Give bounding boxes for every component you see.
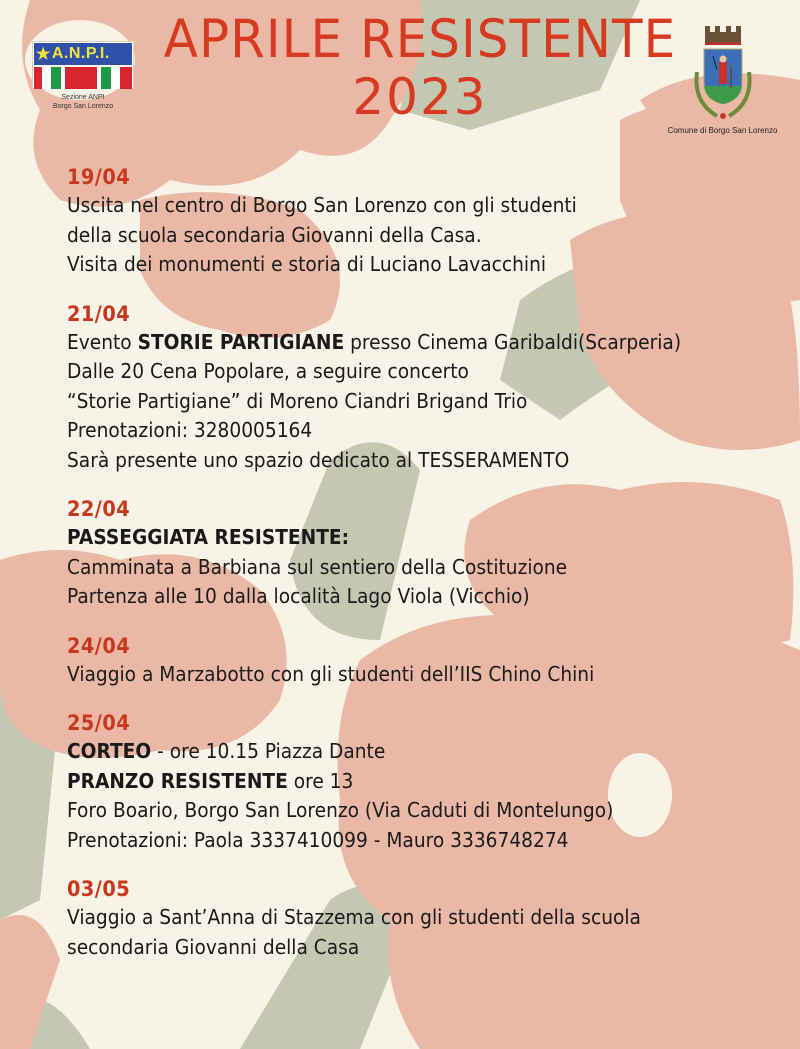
event-date: 24/04: [67, 633, 131, 658]
event-line: Dalle 20 Cena Popolare, a seguire concerto: [67, 359, 469, 383]
event-item: [67, 875, 797, 962]
event-date: 25/04: [67, 711, 131, 735]
event-line: Uscita nel centro di Borgo San Lorenzo con gli studenti: [67, 193, 577, 217]
event-line: Viaggio a Sant’Anna di Stazzema con gli studenti della scuola: [67, 905, 641, 929]
event-line: Prenotazioni: 3280005164: [67, 418, 313, 442]
event-line: [67, 523, 746, 553]
event-line: Prenotazioni: Paola 3337410099 - Mauro 3336748274: [67, 827, 569, 852]
event-line: “Storie Partigiane” di Moreno Ciandri Brigand Trio: [67, 388, 528, 413]
event-highlight: PASSEGGIATA RESISTENTE:: [67, 525, 350, 549]
event-date: 22/04: [67, 497, 131, 521]
anpi-badge: [32, 41, 134, 89]
anpi-wordmark: A.N.P.I.: [51, 45, 110, 62]
event-item: [67, 632, 797, 690]
event-item: [67, 163, 797, 280]
event-date: 21/04: [67, 301, 131, 326]
event-line: [67, 328, 746, 358]
event-date: 19/04: [67, 165, 131, 189]
coat-of-arms-icon: [687, 22, 759, 122]
italian-flag-stripes: [34, 67, 132, 89]
anpi-caption-line2: Borgo San Lorenzo: [52, 103, 114, 110]
event-date: 03/05: [67, 877, 131, 901]
event-text: - ore 10.15 Piazza Dante: [151, 739, 386, 763]
poster-title: [160, 8, 680, 126]
event-line: della scuola secondaria Giovanni della Casa.: [67, 222, 482, 247]
event-line: secondaria Giovanni della Casa: [67, 934, 360, 959]
event-text: presso Cinema Garibaldi(Scarperia): [344, 329, 682, 354]
comune-caption: Comune di Borgo San Lorenzo: [667, 126, 778, 135]
events-list: [67, 163, 797, 982]
event-highlight: PRANZO RESISTENTE: [67, 768, 288, 793]
title-line1: APRILE RESISTENTE: [163, 8, 677, 70]
event-item: [67, 300, 797, 476]
event-line: Foro Boario, Borgo San Lorenzo (Via Caduti di Montelungo): [67, 798, 614, 822]
event-text: Evento: [67, 329, 138, 354]
event-line: Visita dei monumenti e storia di Luciano Lavacchini: [67, 252, 547, 276]
event-item: [67, 709, 797, 855]
event-line: Camminata a Barbiana sul sentiero della Costituzione: [67, 554, 568, 579]
poster-header: [0, 0, 800, 160]
event-text: ore 13: [287, 768, 354, 793]
comune-logo: [650, 22, 795, 135]
anpi-logo: [32, 41, 134, 111]
star-icon: ★: [36, 46, 51, 63]
event-line: Partenza alle 10 dalla località Lago Viola (Vicchio): [67, 584, 530, 608]
event-highlight: CORTEO: [67, 739, 152, 763]
event-line: Viaggio a Marzabotto con gli studenti dell’IIS Chino Chini: [67, 661, 595, 686]
event-highlight: STORIE PARTIGIANE: [137, 329, 345, 354]
anpi-caption: [32, 93, 134, 111]
event-item: [67, 495, 797, 612]
anpi-wordmark-bar: [34, 43, 132, 65]
event-line: [67, 737, 746, 767]
event-line: Sarà presente uno spazio dedicato al TESSERAMENTO: [67, 447, 570, 472]
title-year: 2023: [352, 68, 488, 126]
event-line: [67, 767, 746, 797]
anpi-caption-line1: Sezione ANPI: [61, 94, 105, 101]
